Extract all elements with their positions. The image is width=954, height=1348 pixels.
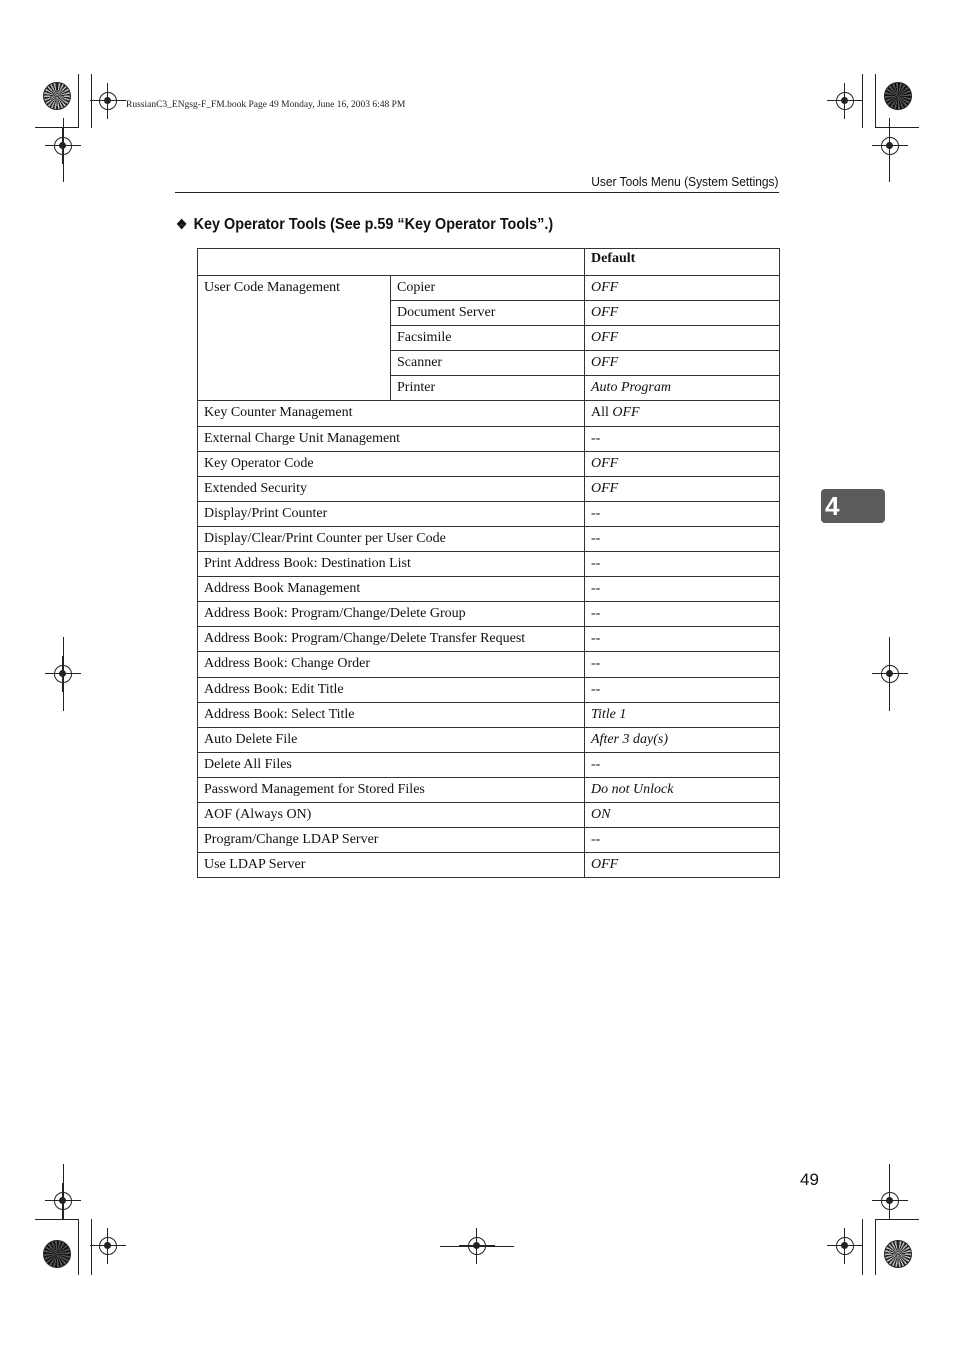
- default-value: OFF: [585, 351, 780, 376]
- setting-label: Key Operator Code: [198, 451, 585, 476]
- section-title: [176, 216, 553, 234]
- header-default-cell: Default: [585, 249, 780, 276]
- registration-mark-icon: [836, 92, 854, 110]
- running-head: User Tools Menu (System Settings): [590, 174, 778, 189]
- table-row: [198, 802, 780, 827]
- table-row: [198, 702, 780, 727]
- setting-label: Display/Print Counter: [198, 501, 585, 526]
- default-value: --: [585, 426, 780, 451]
- registration-mark-icon: [99, 1237, 117, 1255]
- default-value: OFF: [585, 301, 780, 326]
- page-number: 49: [800, 1170, 819, 1189]
- registration-mark-icon: [881, 1192, 899, 1210]
- chapter-number: 4: [825, 491, 840, 521]
- default-value: --: [585, 552, 780, 577]
- setting-label: Address Book: Change Order: [198, 652, 585, 677]
- default-value: --: [585, 627, 780, 652]
- registration-mark-icon: [836, 1237, 854, 1255]
- default-value: OFF: [585, 853, 780, 878]
- table-header-row: [198, 249, 780, 276]
- table-row: [198, 501, 780, 526]
- chapter-tab: [821, 489, 885, 523]
- default-value: Title 1: [585, 702, 780, 727]
- diamond-bullet-icon: ❖: [176, 216, 188, 232]
- default-value: --: [585, 602, 780, 627]
- default-value: OFF: [585, 451, 780, 476]
- sub-setting-label: Facsimile: [391, 326, 585, 351]
- table-row: [198, 752, 780, 777]
- user-code-label: User Code Management: [198, 276, 391, 401]
- default-value: --: [585, 526, 780, 551]
- default-value: OFF: [585, 276, 780, 301]
- default-value: After 3 day(s): [585, 727, 780, 752]
- table-row: [198, 426, 780, 451]
- default-value: ON: [585, 802, 780, 827]
- default-prefix: All: [591, 405, 609, 421]
- table-row: [198, 602, 780, 627]
- header-rule: [175, 192, 779, 193]
- setting-label: Address Book: Edit Title: [198, 677, 585, 702]
- sub-setting-label: Document Server: [391, 301, 585, 326]
- default-value: OFF: [585, 326, 780, 351]
- setting-label: Print Address Book: Destination List: [198, 552, 585, 577]
- sub-setting-label: Copier: [391, 276, 585, 301]
- default-value: --: [585, 752, 780, 777]
- setting-label: Auto Delete File: [198, 727, 585, 752]
- setting-label: Extended Security: [198, 476, 585, 501]
- table-row: [198, 627, 780, 652]
- default-value: Auto Program: [585, 376, 780, 401]
- setting-label: Address Book: Program/Change/Delete Group: [198, 602, 585, 627]
- settings-table: [197, 248, 780, 878]
- registration-mark-icon: [881, 137, 899, 155]
- file-stamp: RussianC3_ENgsg-F_FM.book Page 49 Monday, June 16, 2003 6:48 PM: [126, 100, 406, 110]
- table-row: [198, 276, 780, 301]
- table-row: [198, 677, 780, 702]
- default-value: --: [585, 501, 780, 526]
- table-row: [198, 476, 780, 501]
- default-value: --: [585, 577, 780, 602]
- table-row: [198, 828, 780, 853]
- default-value: [585, 401, 780, 426]
- table-row: [198, 652, 780, 677]
- default-value: OFF: [585, 476, 780, 501]
- table-row: [198, 526, 780, 551]
- table-row: [198, 727, 780, 752]
- section-title-text: Key Operator Tools (See p.59 “Key Operator Tools”.): [193, 216, 554, 233]
- setting-label: Key Counter Management: [198, 401, 585, 426]
- setting-label: Use LDAP Server: [198, 853, 585, 878]
- sub-setting-label: Printer: [391, 376, 585, 401]
- color-wheel-icon: [884, 82, 912, 110]
- setting-label: Address Book Management: [198, 577, 585, 602]
- default-value: --: [585, 677, 780, 702]
- table-row: [198, 401, 780, 426]
- table-row: [198, 853, 780, 878]
- table-row: [198, 577, 780, 602]
- default-value: Do not Unlock: [585, 777, 780, 802]
- color-wheel-icon: [43, 82, 71, 110]
- table-row: [198, 552, 780, 577]
- default-value-text: OFF: [612, 405, 640, 421]
- setting-label: Address Book: Program/Change/Delete Transfer Request: [198, 627, 585, 652]
- setting-label: AOF (Always ON): [198, 802, 585, 827]
- setting-label: Program/Change LDAP Server: [198, 828, 585, 853]
- setting-label: Delete All Files: [198, 752, 585, 777]
- setting-label: Display/Clear/Print Counter per User Code: [198, 526, 585, 551]
- setting-label: Password Management for Stored Files: [198, 777, 585, 802]
- default-value: --: [585, 652, 780, 677]
- color-wheel-icon: [884, 1240, 912, 1268]
- table-row: [198, 451, 780, 476]
- sub-setting-label: Scanner: [391, 351, 585, 376]
- registration-mark-icon: [881, 665, 899, 683]
- setting-label: Address Book: Select Title: [198, 702, 585, 727]
- color-wheel-icon: [43, 1240, 71, 1268]
- table-row: [198, 777, 780, 802]
- setting-label: External Charge Unit Management: [198, 426, 585, 451]
- default-value: --: [585, 828, 780, 853]
- registration-mark-icon: [99, 92, 117, 110]
- header-item-cell: [198, 249, 585, 276]
